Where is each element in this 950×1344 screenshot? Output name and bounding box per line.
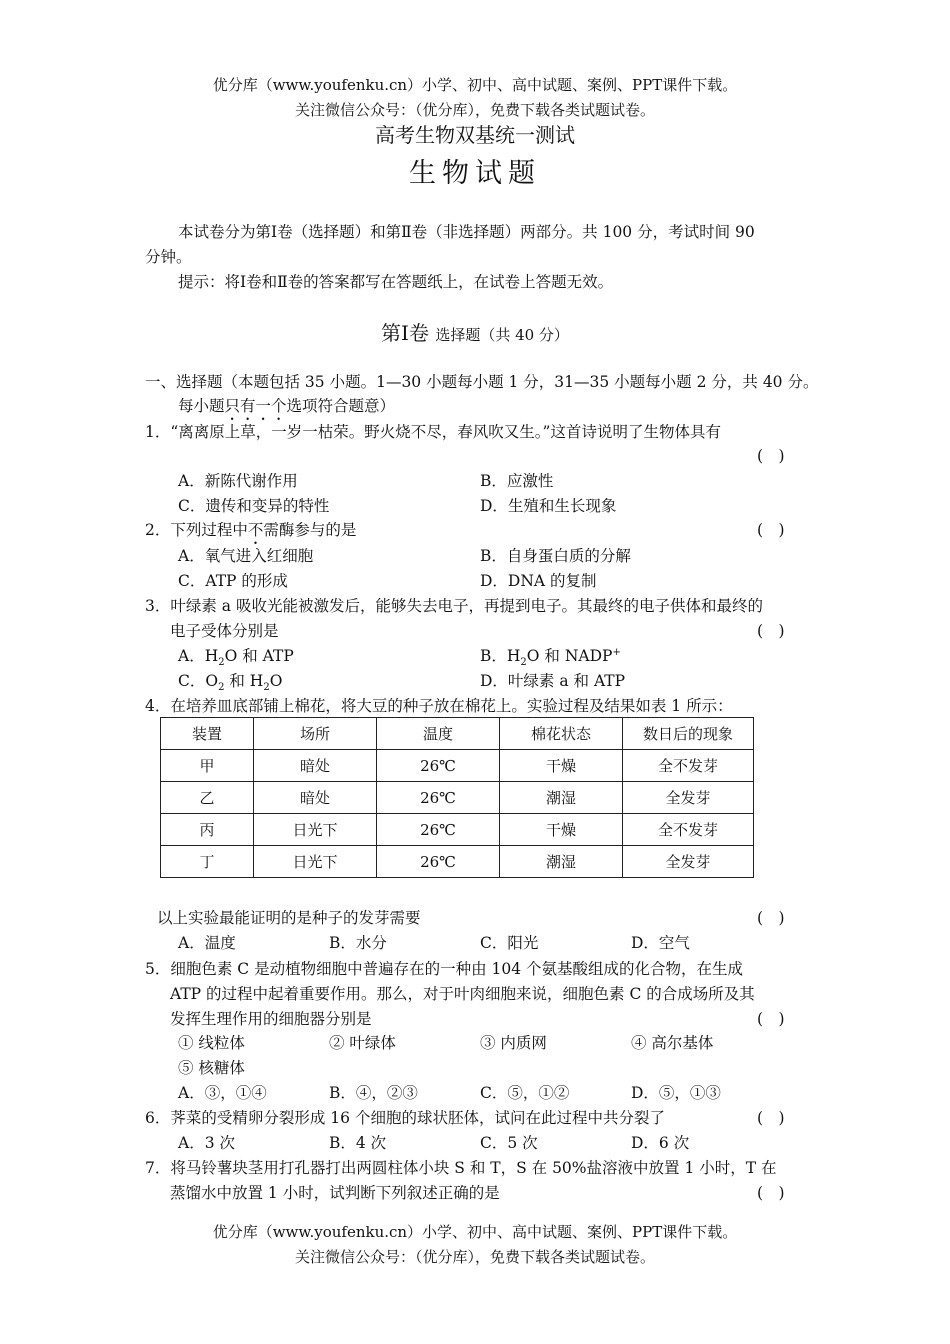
q3-stem-2: 电子受体分别是 <box>170 622 279 640</box>
table-header-row <box>161 718 754 750</box>
q5-option-c: C．⑤，①② <box>480 1084 570 1102</box>
q4-option-a: A．温度 <box>178 934 236 952</box>
header-line-2: 关注微信公众号：（优分库），免费下载各类试题试卷。 <box>294 101 655 119</box>
q3-option-b <box>480 644 621 668</box>
subscript: 2 <box>263 682 270 694</box>
q5-organelle-2: ② 叶绿体 <box>329 1034 396 1052</box>
q5-stem-1: 5．细胞色素 C 是动植物细胞中普遍存在的一种由 104 个氨基酸组成的化合物，在生成 <box>145 960 744 978</box>
q1-answer-blank: ( ) <box>757 447 785 465</box>
q5-organelle-3: ③ 内质网 <box>480 1034 547 1052</box>
table-header-cell: 温度 <box>377 718 500 750</box>
table-cell: 乙 <box>161 782 254 814</box>
q5-answer-blank: ( ) <box>757 1010 785 1028</box>
table-cell: 日光下 <box>254 846 377 878</box>
part1-instruction-1: 一、选择题（本题包括 35 小题。1—30 小题每小题 1 分，31—35 小题每小题 2 分，共 40 分。 <box>145 373 819 391</box>
q4-option-d: D．空气 <box>631 934 690 952</box>
table-cell: 全发芽 <box>623 846 754 878</box>
subscript: 2 <box>520 657 527 669</box>
text: O <box>269 672 283 690</box>
q1-stem: 1．“离离原上草，一岁一枯荣。野火烧不尽，春风吹又生。”这首诗说明了生物体具有 <box>145 423 721 441</box>
table-header-cell: 场所 <box>254 718 377 750</box>
q2-option-d: D．DNA 的复制 <box>480 572 597 590</box>
footer-line-2: 关注微信公众号：（优分库），免费下载各类试题试卷。 <box>294 1248 655 1266</box>
table-row <box>161 846 754 878</box>
subscript: 2 <box>218 682 225 694</box>
text: O 和 ATP <box>224 647 294 665</box>
q1-option-c: C．遗传和变异的特性 <box>178 497 330 515</box>
q6-answer-blank: ( ) <box>757 1109 785 1127</box>
table-cell: 日光下 <box>254 814 377 846</box>
table-cell: 全不发芽 <box>623 814 754 846</box>
text: 每小题 <box>178 397 225 415</box>
table-cell: 潮湿 <box>500 782 623 814</box>
q6-option-b: B．4 次 <box>329 1134 387 1152</box>
q4-stem: 4．在培养皿底部铺上棉花，将大豆的种子放在棉花上。实验过程及结果如表 1 所示： <box>145 697 733 715</box>
table-header-cell: 数日后的现象 <box>623 718 754 750</box>
table-cell: 26℃ <box>377 814 500 846</box>
intro-line-1: 本试卷分为第Ⅰ卷（选择题）和第Ⅱ卷（非选择题）两部分。共 100 分，考试时间 90 <box>178 223 755 241</box>
q2-option-c: C．ATP 的形成 <box>178 572 288 590</box>
text: 需酶参与的是 <box>263 521 357 539</box>
q5-option-a: A．③，①④ <box>178 1084 267 1102</box>
q6-stem: 6．荠菜的受精卵分裂形成 16 个细胞的球状胚体，试问在此过程中共分裂了 <box>145 1109 665 1127</box>
q7-stem-2: 蒸馏水中放置 1 小时，试判断下列叙述正确的是 <box>170 1184 500 1202</box>
table-cell: 全发芽 <box>623 782 754 814</box>
table-cell: 暗处 <box>254 782 377 814</box>
q6-option-c: C．5 次 <box>480 1134 538 1152</box>
q2-option-a: A．氧气进入红细胞 <box>178 547 314 565</box>
q2-option-b: B．自身蛋白质的分解 <box>480 547 631 565</box>
section-title-main: 第Ⅰ卷 <box>381 321 429 345</box>
emphasis-text: 只有一个 <box>224 397 287 415</box>
text: B．H <box>480 647 521 665</box>
q5-stem-2: ATP 的过程中起着重要作用。那么，对于叶肉细胞来说，细胞色素 C 的合成场所及其 <box>170 985 755 1003</box>
q4-answer-blank: ( ) <box>757 909 785 927</box>
text: 2．下列过程中 <box>145 521 248 539</box>
q7-answer-blank: ( ) <box>757 1184 785 1202</box>
table-cell: 丁 <box>161 846 254 878</box>
table-row <box>161 814 754 846</box>
table-row <box>161 750 754 782</box>
table-cell: 暗处 <box>254 750 377 782</box>
table-cell: 甲 <box>161 750 254 782</box>
text: O 和 NADP <box>526 647 613 665</box>
q6-option-a: A．3 次 <box>178 1134 235 1152</box>
intro-line-2: 分钟。 <box>145 248 192 266</box>
table-cell: 26℃ <box>377 846 500 878</box>
table-cell: 干燥 <box>500 750 623 782</box>
table-header-cell: 棉花状态 <box>500 718 623 750</box>
table-cell: 潮湿 <box>500 846 623 878</box>
section-title <box>0 317 950 346</box>
q5-organelle-4: ④ 高尔基体 <box>631 1034 714 1052</box>
q7-stem-1: 7．将马铃薯块茎用打孔器打出两圆柱体小块 S 和 T，S 在 50%盐溶液中放置 1 小时，T 在 <box>145 1159 777 1177</box>
q6-option-d: D．6 次 <box>631 1134 690 1152</box>
q3-stem-1: 3．叶绿素 a 吸收光能被激发后，能够失去电子，再提到电子。其最终的电子供体和最终的 <box>145 597 763 615</box>
q4-option-c: C．阳光 <box>480 934 539 952</box>
table-cell: 全不发芽 <box>623 750 754 782</box>
intro-hint: 提示：将Ⅰ卷和Ⅱ卷的答案都写在答题纸上，在试卷上答题无效。 <box>178 273 614 291</box>
table-cell: 26℃ <box>377 782 500 814</box>
table-cell: 26℃ <box>377 750 500 782</box>
header-line-1: 优分库（www.youfenku.cn）小学、初中、高中试题、案例、PPT课件下载。 <box>212 76 738 94</box>
paper-title: 生物试题 <box>409 158 541 189</box>
text: 和 H <box>224 672 264 690</box>
q1-option-b: B．应激性 <box>480 472 554 490</box>
table-cell: 丙 <box>161 814 254 846</box>
q3-option-c <box>178 669 282 693</box>
exam-title: 高考生物双基统一测试 <box>375 123 575 147</box>
q4-followup: 以上实验最能证明的是种子的发芽需要 <box>157 909 421 927</box>
emphasis-text: 不 <box>247 521 264 539</box>
q3-option-d: D．叶绿素 a 和 ATP <box>480 672 626 690</box>
q3-option-a <box>178 644 294 668</box>
q3-answer-blank: ( ) <box>757 622 785 640</box>
q5-organelle-1: ① 线粒体 <box>178 1034 245 1052</box>
table-row <box>161 782 754 814</box>
q5-stem-3: 发挥生理作用的细胞器分别是 <box>170 1010 372 1028</box>
footer-line-1: 优分库（www.youfenku.cn）小学、初中、高中试题、案例、PPT课件下载。 <box>212 1223 738 1241</box>
q5-organelle-5: ⑤ 核糖体 <box>178 1059 245 1077</box>
q5-option-b: B．④，②③ <box>329 1084 418 1102</box>
q1-option-a: A．新陈代谢作用 <box>178 472 298 490</box>
q1-option-d: D．生殖和生长现象 <box>480 497 617 515</box>
q5-option-d: D．⑤，①③ <box>631 1084 721 1102</box>
experiment-table <box>160 717 754 878</box>
q4-option-b: B．水分 <box>329 934 387 952</box>
superscript: + <box>612 646 621 658</box>
text: 选项符合题意） <box>286 397 396 415</box>
subscript: 2 <box>218 657 225 669</box>
table-cell: 干燥 <box>500 814 623 846</box>
section-title-sub: 选择题（共 40 分） <box>435 326 569 344</box>
table-header-cell: 装置 <box>161 718 254 750</box>
text: A．H <box>178 647 219 665</box>
text: C．O <box>178 672 219 690</box>
q2-answer-blank: ( ) <box>757 521 785 539</box>
